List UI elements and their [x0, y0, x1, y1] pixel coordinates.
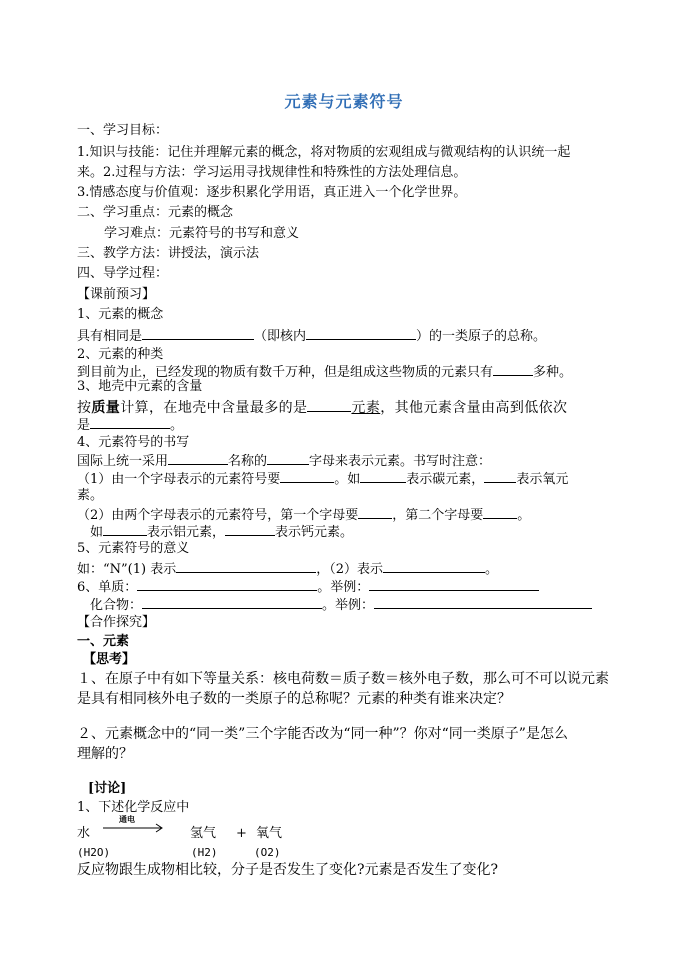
- formula-water: (H2O): [77, 846, 111, 859]
- plus-sign: +: [236, 826, 247, 841]
- text: 化合物：: [90, 598, 143, 613]
- text: 6、单质：: [77, 580, 138, 595]
- blank-field[interactable]: [90, 416, 170, 429]
- rule-one-letter-cont: 素。: [77, 488, 104, 503]
- product-oxygen: 氧气: [256, 826, 283, 841]
- text: ，（2）表示: [316, 562, 383, 577]
- simple-substance-line: [77, 578, 539, 596]
- bold-text: 质量: [91, 400, 121, 416]
- formula-hydrogen: (H2): [191, 846, 218, 859]
- blank-field[interactable]: [168, 452, 228, 465]
- section-key-points: 二、学习重点：元素的概念: [77, 205, 234, 220]
- item-concept: 1、元素的概念: [77, 307, 164, 322]
- document-title: 元素与元素符号: [284, 92, 404, 111]
- text: 名称的: [228, 454, 268, 469]
- item-symbol-meaning: 5、元素符号的意义: [77, 541, 190, 556]
- question-1-line-2: 是具有相同核外电子数的一类原子的总称呢？元素的种类有谁来决定？: [77, 691, 511, 707]
- discuss-item-1: 1、下述化学反应中: [77, 800, 190, 815]
- text: 国际上统一采用: [77, 454, 169, 469]
- blank-field[interactable]: [306, 327, 416, 340]
- section-learning-goals: 一、学习目标：: [77, 123, 169, 138]
- formula-oxygen: (O2): [254, 846, 281, 859]
- text: 表示钙元素。: [275, 525, 354, 540]
- compound-line: [90, 596, 592, 614]
- blank-field[interactable]: [360, 470, 406, 483]
- text: ，第二个字母要: [392, 508, 484, 523]
- meaning-fill-line: [77, 560, 498, 578]
- blank-field[interactable]: [484, 470, 516, 483]
- blank-field[interactable]: [358, 506, 392, 519]
- text: ２、元素概念中的“同一类”三个字能否改为“同一种”？你对“同一类原子”是怎么: [77, 726, 568, 742]
- text: ，其他元素含量由高到低依次: [380, 400, 568, 416]
- text: 表示氧元: [516, 472, 569, 487]
- rule-one-letter: [77, 470, 568, 488]
- text: 。如: [334, 472, 361, 487]
- text: 是: [77, 418, 91, 433]
- blank-field[interactable]: [307, 399, 351, 412]
- question-1-line-1: [77, 671, 611, 687]
- text: 计算，在地壳中含量最多的是: [120, 400, 308, 416]
- heading-element: 一、元素: [77, 634, 130, 649]
- item-symbol-writing: 4、元素符号的书写: [77, 435, 190, 450]
- text: （即核内: [254, 329, 307, 344]
- goal-text: 1.知识与技能：记住并理解元素的概念，将对物质的宏观组成与微观结构的认识统一起: [77, 145, 571, 160]
- goal-line-3: 3.情感态度与价值观：逐步积累化学用语，真正进入一个化学世界。: [77, 185, 467, 200]
- reactant-water: 水: [77, 826, 91, 841]
- text: １、在原子中有如下等量关系：核电荷数＝质子数＝核外电子数，那么可不可以说元素: [77, 671, 609, 687]
- blank-field[interactable]: [142, 596, 322, 609]
- text: 。举例：: [322, 598, 375, 613]
- text: 。: [485, 562, 499, 577]
- blank-field[interactable]: [176, 560, 316, 573]
- goal-line-2: 来。2.过程与方法：学习运用寻找规律性和特殊性的方法处理信息。: [77, 165, 467, 180]
- heading-think: 【思考】: [83, 652, 136, 667]
- section-difficulty: 学习难点：元素符号的书写和意义: [104, 226, 300, 241]
- text: ）的一类原子的总称。: [416, 329, 547, 344]
- text: 。: [170, 418, 184, 433]
- heading-discuss: [讨论]: [88, 781, 127, 796]
- item-kinds: 2、元素的种类: [77, 347, 164, 362]
- crust-fill-line-2: [77, 416, 183, 434]
- text: 表示碳元素，: [406, 472, 485, 487]
- blank-field[interactable]: [374, 596, 592, 609]
- blank-field[interactable]: [280, 470, 334, 483]
- concept-fill-line: [77, 327, 546, 345]
- blank-field[interactable]: [225, 523, 275, 536]
- question-2-line-1: [77, 726, 611, 742]
- item-crust-content: 3、地壳中元素的含量: [77, 379, 203, 394]
- heading-preview: 【课前预习】: [77, 287, 156, 302]
- text: （2）由两个字母表示的元素符号，第一个字母要: [77, 508, 359, 523]
- section-teaching-method: 三、教学方法：讲授法，演示法: [77, 246, 260, 261]
- blank-field[interactable]: [383, 560, 485, 573]
- blank-field[interactable]: [369, 578, 539, 591]
- text: 元素: [351, 400, 381, 416]
- blank-field[interactable]: [267, 452, 309, 465]
- goal-line-1: [77, 145, 611, 161]
- blank-field[interactable]: [103, 523, 147, 536]
- text: 按: [77, 400, 92, 416]
- text: 表示铝元素，: [147, 525, 226, 540]
- text: 如: [90, 525, 104, 540]
- text: 。: [517, 508, 531, 523]
- reaction-condition: 通电: [119, 814, 135, 824]
- writing-fill-line: [77, 452, 491, 470]
- product-hydrogen: 氢气: [190, 826, 217, 841]
- blank-field[interactable]: [483, 506, 517, 519]
- text: 。举例：: [317, 580, 370, 595]
- rule-examples: [90, 523, 353, 541]
- rule-two-letter: [77, 506, 530, 524]
- blank-field[interactable]: [493, 363, 533, 376]
- text: 到目前为止，已经发现的物质有数千万种，但是组成这些物质的元素只有: [77, 365, 494, 380]
- reaction-arrow-icon: [103, 822, 165, 834]
- text: 字母来表示元素。书写时注意：: [309, 454, 492, 469]
- discuss-question: 反应物跟生成物相比较，分子是否发生了变化?元素是否发生了变化?: [77, 862, 499, 878]
- text: 如：“N”(1) 表示: [77, 562, 177, 577]
- text: 多种。: [533, 365, 573, 380]
- heading-cooperative: 【合作探究】: [77, 615, 156, 630]
- blank-field[interactable]: [142, 327, 254, 340]
- section-process: 四、导学过程：: [77, 266, 169, 281]
- text: 具有相同是: [77, 329, 143, 344]
- text: （1）由一个字母表示的元素符号要: [77, 472, 281, 487]
- blank-field[interactable]: [137, 578, 317, 591]
- question-2-line-2: 理解的？: [77, 746, 133, 762]
- crust-fill-line: [77, 399, 567, 416]
